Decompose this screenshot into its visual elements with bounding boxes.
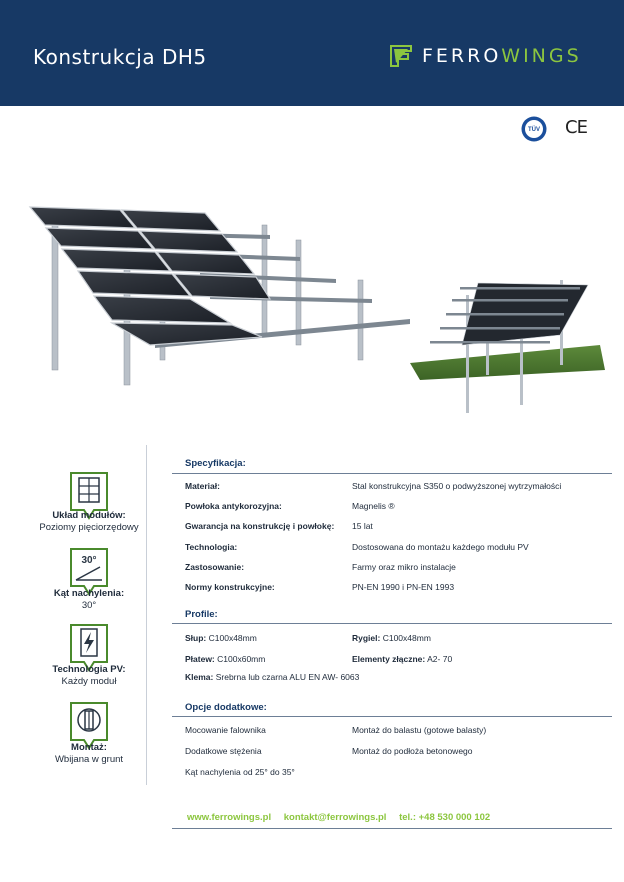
spec-key-technology: Technologia:: [185, 542, 238, 552]
feature-pv-title: Technologia PV:: [52, 664, 126, 675]
footer-phone-link[interactable]: tel.: +48 530 000 102: [399, 812, 491, 823]
profile-platew-key: Płatew:: [185, 654, 215, 664]
product-illustration: [0, 195, 624, 425]
specification-rule: [172, 473, 612, 474]
profiles-heading: Profile:: [185, 609, 218, 620]
profile-platew-value: C100x60mm: [217, 654, 266, 664]
brand-name-part2: WINGS: [501, 45, 582, 67]
profile-rygiel: [352, 633, 431, 643]
footer-website-link[interactable]: www.ferrowings.pl: [187, 812, 272, 823]
spec-value-usage: Farmy oraz mikro instalacje: [352, 562, 456, 572]
feature-tilt-label: [0, 588, 178, 612]
profile-fasteners-value: A2- 70: [427, 654, 453, 664]
feature-pv-label: [0, 664, 178, 688]
spec-key-standards: Normy konstrukcyjne:: [185, 582, 275, 592]
spec-value-material: Stal konstrukcyjna S350 o podwyższonej wytrzymałości: [352, 481, 562, 491]
spec-value-coating: Magnelis ®: [352, 501, 395, 511]
footer-email-link[interactable]: kontakt@ferrowings.pl: [283, 812, 387, 823]
profile-slup-key: Słup:: [185, 633, 207, 643]
option-concrete-mount: Montaż do podłoża betonowego: [352, 746, 473, 756]
tilt-angle-icon-text: 30°: [81, 555, 97, 566]
profile-klema-key: Klema:: [185, 672, 214, 682]
header-banner: [0, 0, 624, 106]
column-divider: [146, 445, 147, 785]
brand-name: [422, 45, 582, 67]
footer-contact: [187, 812, 500, 823]
feature-layout-value: Poziomy pięciorzędowy: [39, 522, 139, 533]
brand-logo: [390, 44, 582, 68]
feature-mounting-value: Wbijana w grunt: [54, 754, 124, 765]
brand-name-part1: FERRO: [422, 45, 502, 67]
option-inverter-mount: Mocowanie falownika: [185, 725, 266, 735]
small-structure: [410, 280, 605, 413]
spec-value-standards: PN-EN 1990 i PN-EN 1993: [352, 582, 455, 592]
profile-fasteners: [352, 654, 452, 664]
profile-rygiel-key: Rygiel:: [352, 633, 381, 643]
option-tilt-range: Kąt nachylenia od 25° do 35°: [185, 767, 295, 777]
spec-key-usage: Zastosowanie:: [185, 562, 245, 572]
footer-rule: [172, 828, 612, 829]
profile-rygiel-value: C100x48mm: [382, 633, 431, 643]
options-rule: [172, 716, 612, 717]
page-title: Konstrukcja DH5: [33, 45, 207, 69]
spec-value-warranty: 15 lat: [352, 521, 373, 531]
feature-tilt-value: 30°: [81, 600, 97, 611]
tuv-label: TÜV: [528, 127, 540, 133]
spec-value-technology: Dostosowana do montażu każdego modułu PV: [352, 542, 529, 552]
ferrowings-logo-icon: [390, 44, 412, 68]
feature-layout-label: [0, 510, 178, 534]
spec-key-warranty: Gwarancja na konstrukcję i powłokę:: [185, 521, 335, 531]
spec-key-coating: Powłoka antykorozyjna:: [185, 501, 282, 511]
profile-fasteners-key: Elementy złączne:: [352, 654, 426, 664]
option-extra-bracing: Dodatkowe stężenia: [185, 746, 262, 756]
feature-mounting-title: Montaż:: [71, 742, 107, 753]
options-heading: Opcje dodatkowe:: [185, 702, 267, 713]
profile-klema: [185, 672, 359, 682]
ce-mark: CE: [565, 117, 587, 138]
profile-platew: [185, 654, 265, 664]
profile-slup: [185, 633, 257, 643]
feature-tilt-title: Kąt nachylenia:: [53, 588, 125, 599]
spec-key-material: Materiał:: [185, 481, 220, 491]
profile-slup-value: C100x48mm: [208, 633, 257, 643]
feature-pv-value: Każdy moduł: [61, 676, 117, 687]
feature-layout-title: Układ modułów:: [52, 510, 126, 521]
profiles-rule: [172, 623, 612, 624]
option-ballast-mount: Montaż do balastu (gotowe balasty): [352, 725, 487, 735]
specification-heading: Specyfikacja:: [185, 458, 246, 469]
tuv-certification-icon: [521, 116, 547, 142]
feature-mounting-label: [0, 742, 178, 766]
profile-klema-value: Srebrna lub czarna ALU EN AW- 6063: [215, 672, 360, 682]
